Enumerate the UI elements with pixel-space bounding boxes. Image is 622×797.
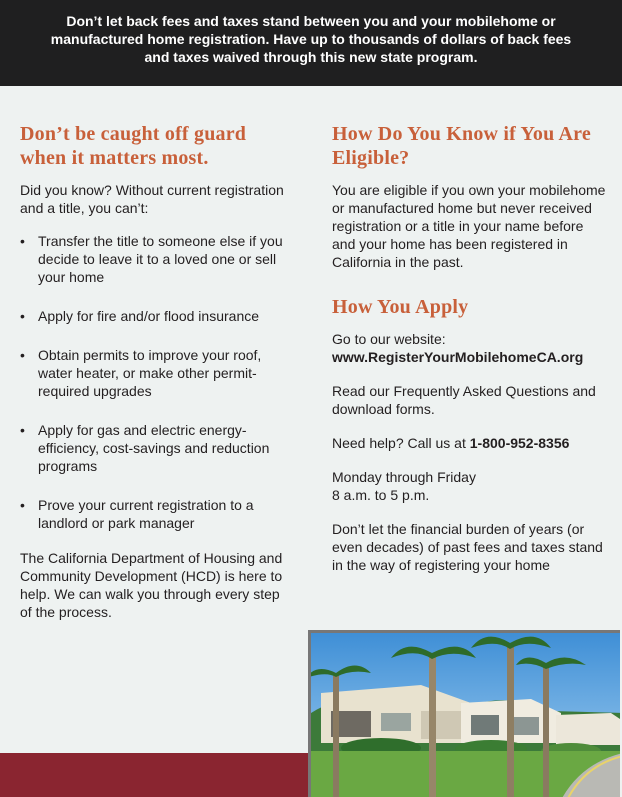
apply-heading: How You Apply	[332, 296, 469, 318]
list-item: • Apply for fire and/or flood insurance	[20, 308, 260, 324]
list-item: • Apply for gas and electric energy-efficiency, cost-savings and reduction programs	[20, 422, 270, 474]
help-line	[332, 434, 608, 452]
list-item: • Prove your current registration to a landlord or park manager	[20, 497, 254, 531]
left-heading: Don’t be caught off guard when it matters most.	[20, 123, 247, 169]
accent-bar	[0, 753, 308, 797]
eligible-heading: How Do You Know if You Are Eligible?	[332, 123, 591, 169]
phone-link[interactable]: 1-800-952-8356	[469, 435, 570, 451]
website-link[interactable]: www.RegisterYourMobilehomeCA.org	[332, 349, 584, 365]
list-item: • Obtain permits to improve your roof, water heater, or make other permit-required upgrades	[20, 347, 262, 399]
bullet-icon: •	[20, 308, 25, 324]
photo-illustration	[311, 633, 620, 797]
website-block	[332, 330, 608, 366]
help-label: Need help? Call us at	[332, 435, 470, 451]
restrictions-list	[20, 232, 292, 532]
left-intro: Did you know? Without current registration and a title, you can’t:	[20, 182, 284, 216]
right-column	[332, 122, 608, 574]
right-closing: Don’t let the financial burden of years (or even decades) of past fees and taxes stand in the way of registering your home	[332, 521, 603, 573]
hours-days: Monday through Friday	[332, 469, 476, 485]
mobilehome-park-photo	[308, 630, 620, 797]
bullet-icon: •	[20, 422, 25, 438]
office-hours	[332, 468, 608, 504]
bullet-icon: •	[20, 347, 25, 363]
website-label: Go to our website:	[332, 331, 446, 347]
eligible-text: You are eligible if you own your mobilehome or manufactured home but never received registration or a title in your name before and your home has been registered in California in the past.	[332, 182, 606, 270]
list-item: • Transfer the title to someone else if you decide to leave it to a loved one or sell your home	[20, 233, 283, 285]
hcd-help-text: The California Department of Housing and Community Development (HCD) is here to help. We can walk you through every step of the process.	[20, 550, 283, 620]
faq-text: Read our Frequently Asked Questions and download forms.	[332, 383, 596, 417]
hours-time: 8 a.m. to 5 p.m.	[332, 487, 430, 503]
top-banner	[0, 0, 622, 86]
bullet-icon: •	[20, 233, 25, 249]
banner-text: Don’t let back fees and taxes stand between you and your mobilehome or manufactured home registration. Have up to thousands of dollars of back fees and taxes waived through this new state program.	[50, 13, 572, 65]
bullet-icon: •	[20, 497, 25, 513]
left-column	[20, 122, 292, 621]
